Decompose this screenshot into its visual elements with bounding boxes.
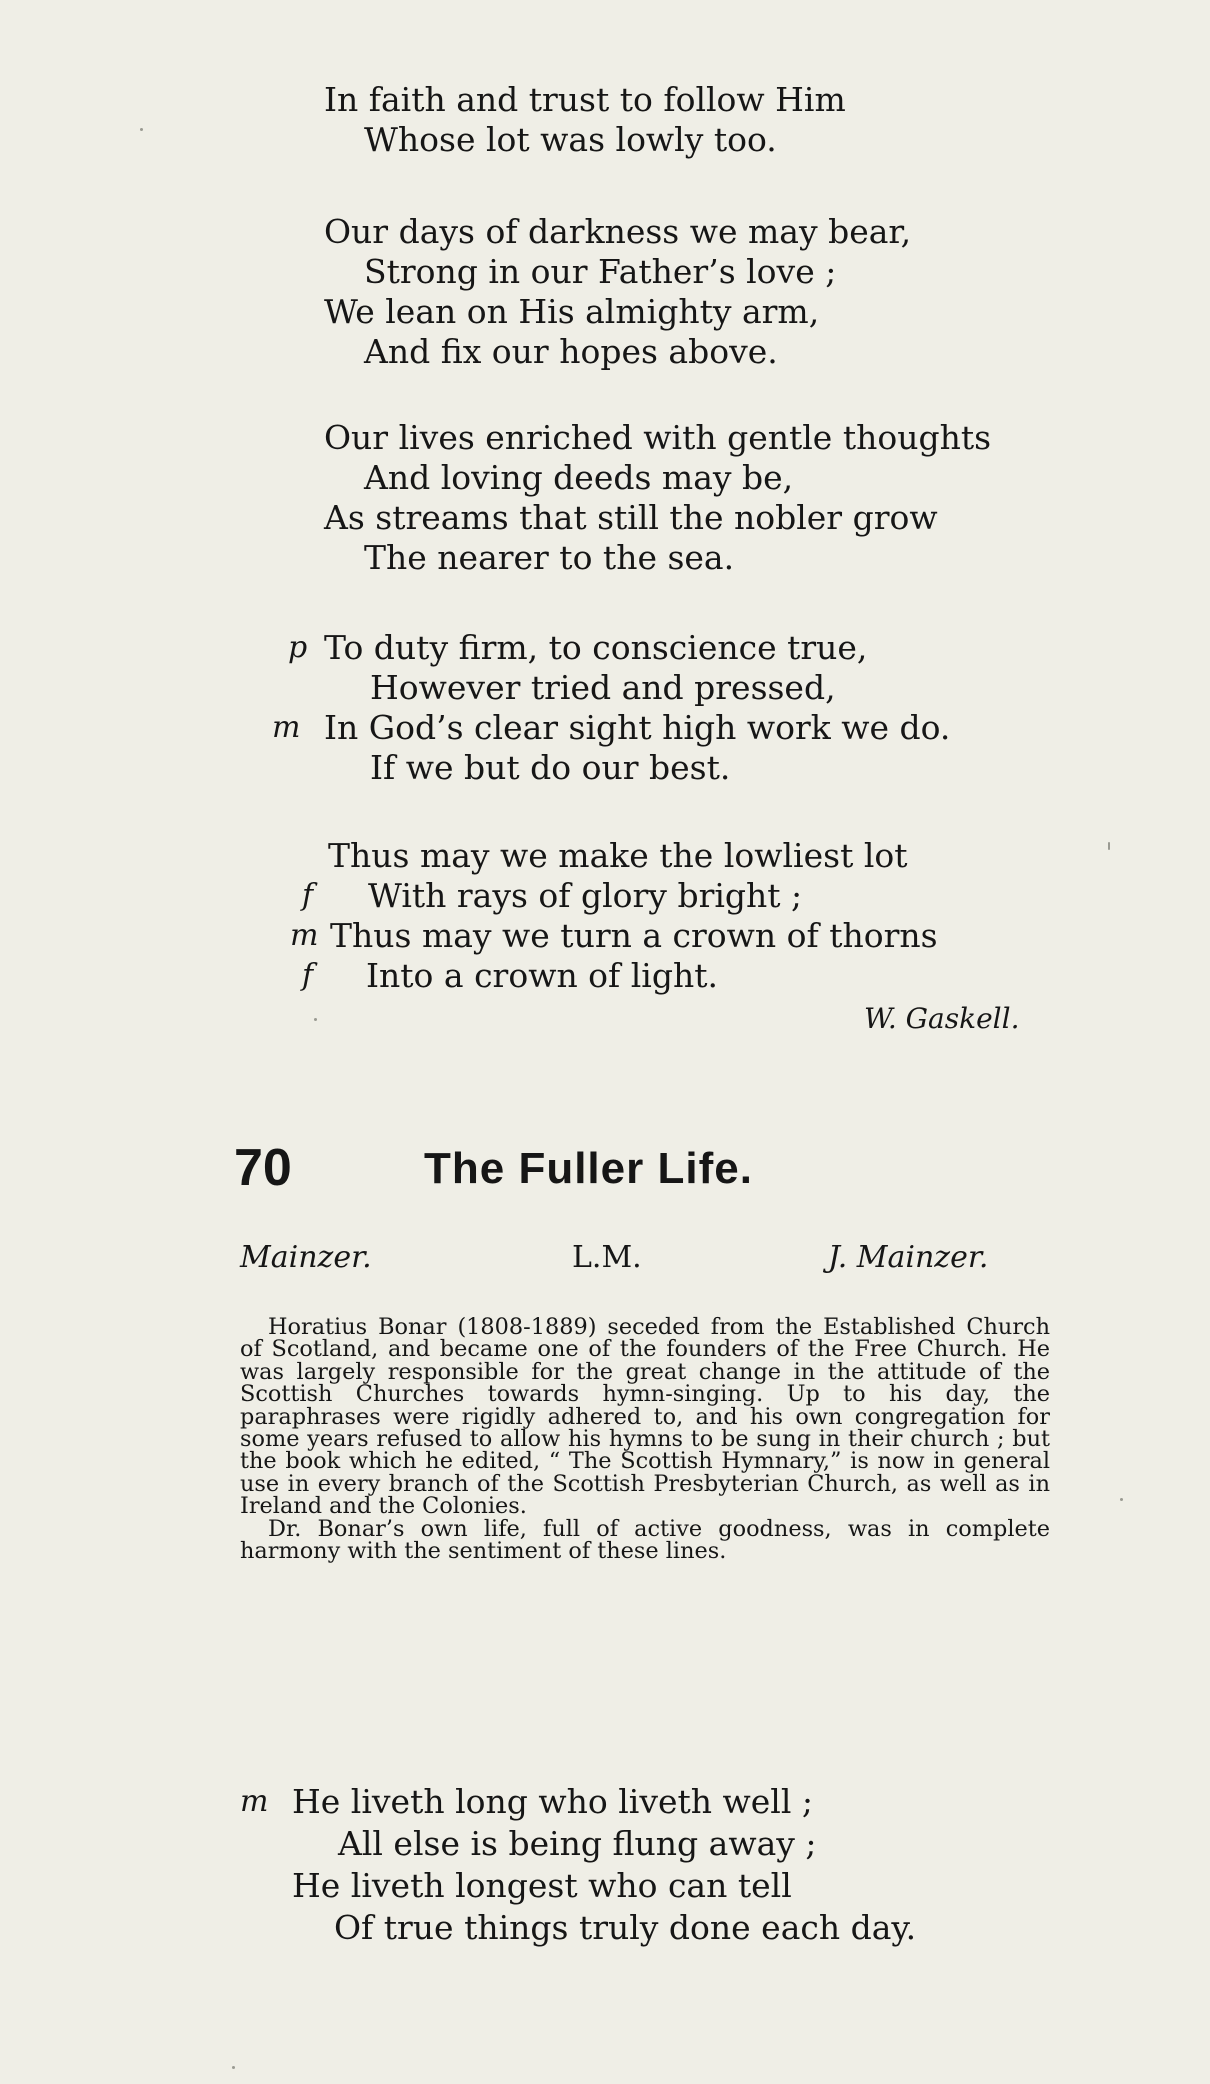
verse-line: Thus may we make the lowliest lot: [328, 836, 908, 875]
dynamic-mark: p: [288, 630, 308, 665]
note-paragraph: Dr. Bonar’s own life, full of active goodness, was in complete harmony with the sentiment of these lines.: [240, 1515, 1050, 1565]
verse-line: And loving deeds may be,: [364, 458, 794, 497]
verse-line: In faith and trust to follow Him: [324, 80, 846, 119]
verse-line: If we but do our best.: [370, 748, 731, 787]
verse-line: And fix our hopes above.: [364, 332, 778, 371]
meter: L.M.: [572, 1240, 642, 1275]
historical-note: [240, 1314, 1050, 1565]
verse-line: To duty firm, to conscience true,: [324, 628, 868, 667]
author-attribution: W. Gaskell.: [864, 1002, 1020, 1035]
verse-line: We lean on His almighty arm,: [324, 292, 820, 331]
composer: J. Mainzer.: [828, 1240, 989, 1275]
paper-speck: [314, 1018, 317, 1021]
dynamic-mark: m: [272, 710, 301, 745]
verse-line: He liveth long who liveth well ;: [292, 1782, 814, 1821]
paper-speck: [1120, 1498, 1123, 1501]
hymn-title: The Fuller Life.: [424, 1144, 753, 1193]
hymn-number: 70: [234, 1139, 292, 1197]
verse-line: As streams that still the nobler grow: [324, 498, 938, 537]
verse-line: He liveth longest who can tell: [292, 1866, 792, 1905]
dynamic-mark: f: [302, 958, 314, 993]
note-paragraph: Horatius Bonar (1808-1889) seceded from the Established Church of Scotland, and became one of the founders of the Free Church. He was largely responsible for the great change in the attitude of the Scottish Churches towards hymn-singing. Up to his day, the paraphrases were rigidly adhered to, and his own congregation for some years refused to allow his hymns to be sung in their church ; but the book which he edited, “ The Scottish Hymnary,” is now in general use in every branch of the Scottish Presbyterian Church, as well as in Ireland and the Colonies.: [240, 1314, 1050, 1520]
verse-line: Our days of darkness we may bear,: [324, 212, 912, 251]
verse-line: Our lives enriched with gentle thoughts: [324, 418, 992, 457]
tune-name: Mainzer.: [240, 1240, 372, 1275]
paper-speck: [140, 128, 143, 131]
verse-line: Of true things truly done each day.: [334, 1908, 917, 1947]
paper-speck: [232, 2066, 235, 2069]
verse-line: However tried and pressed,: [370, 668, 836, 707]
verse-line: Thus may we turn a crown of thorns: [330, 916, 938, 955]
verse-line: In God’s clear sight high work we do.: [324, 708, 951, 747]
verse-line: The nearer to the sea.: [364, 538, 735, 577]
dynamic-mark: m: [290, 918, 319, 953]
verse-line: Whose lot was lowly too.: [364, 120, 777, 159]
dynamic-mark: f: [302, 878, 314, 913]
paper-speck: [1108, 842, 1110, 850]
dynamic-mark: m: [240, 1784, 269, 1819]
verse-line: With rays of glory bright ;: [368, 876, 803, 915]
verse-line: Strong in our Father’s love ;: [364, 252, 837, 291]
verse-line: All else is being flung away ;: [338, 1824, 817, 1863]
verse-line: Into a crown of light.: [366, 956, 718, 995]
